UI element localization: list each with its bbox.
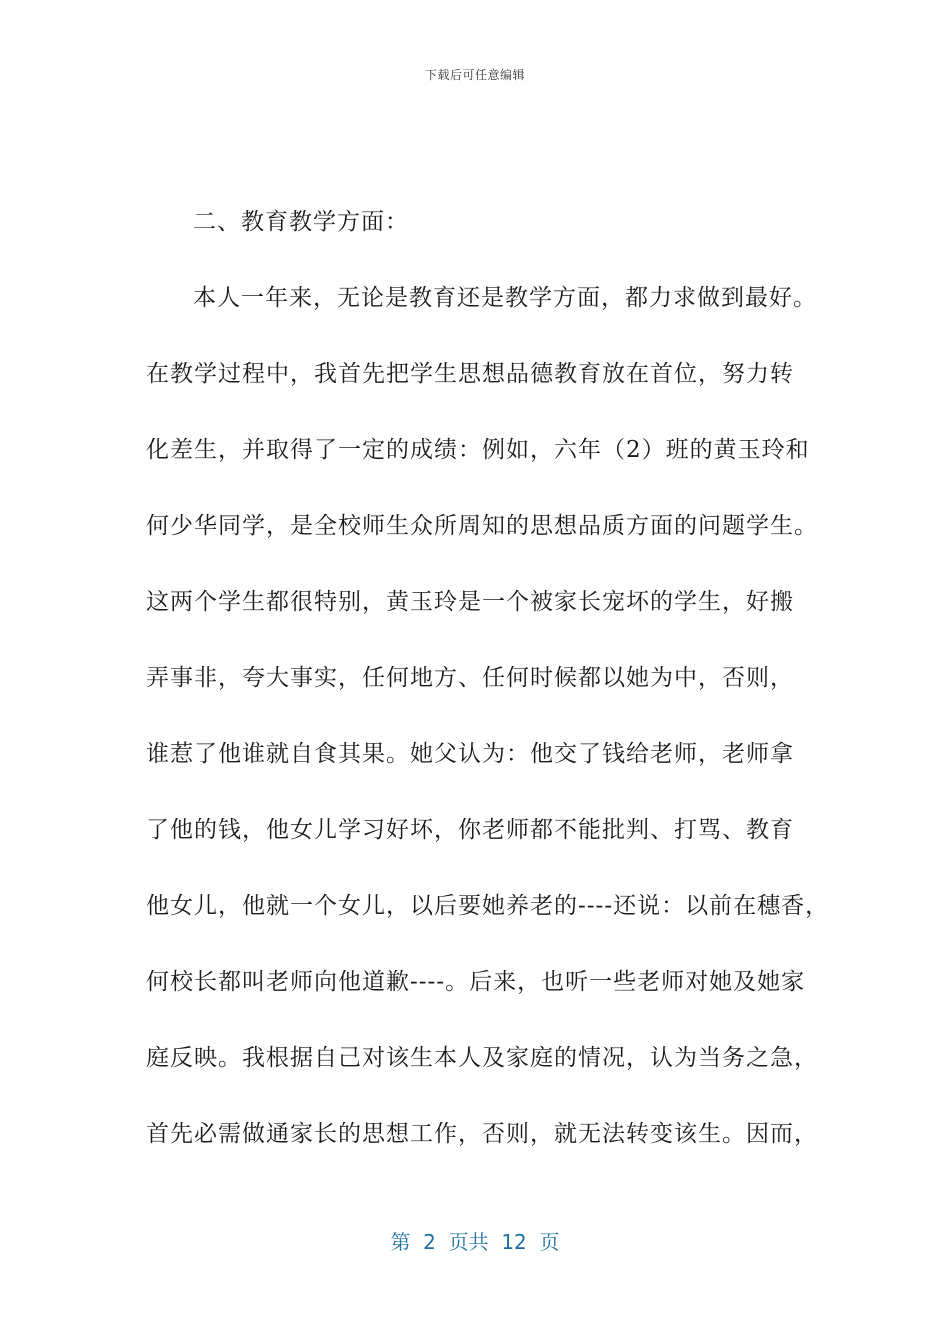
paragraph-line: 在教学过程中，我首先把学生思想品德教育放在首位，努力转 [146,361,794,387]
page-number-footer [0,1226,950,1255]
paragraph-line: 庭反映。我根据自己对该生本人及家庭的情况，认为当务之急， [146,1045,818,1071]
header-note: 下载后可任意编辑 [424,68,525,82]
document-body [146,200,830,1188]
paragraph-line: 首先必需做通家长的思想工作，否则，就无法转变该生。因而， [146,1121,818,1147]
paragraph-line: 何校长都叫老师向他道歉----。后来，也听一些老师对她及她家 [146,969,806,995]
paragraph-line: 何少华同学，是全校师生众所周知的思想品质方面的问题学生。 [146,513,818,539]
section-heading: 二、教育教学方面： [193,209,409,235]
page-number-label: 第 2 页共 12 页 [390,1230,560,1254]
paragraph-line: 这两个学生都很特别，黄玉玲是一个被家长宠坏的学生，好搬 [146,589,794,615]
paragraph-line: 了他的钱，他女儿学习好坏，你老师都不能批判、打骂、教育 [146,817,794,843]
paragraph-line: 谁惹了他谁就自食其果。她父认为：他交了钱给老师，老师拿 [146,741,794,767]
paragraph-line: 本人一年来，无论是教育还是教学方面，都力求做到最好。 [193,285,817,311]
paragraph-line: 化差生，并取得了一定的成绩：例如，六年（2）班的黄玉玲和 [146,437,810,463]
paragraph-line: 他女儿，他就一个女儿，以后要她养老的----还说：以前在穗香， [146,893,830,919]
paragraph-line: 弄事非，夸大事实，任何地方、任何时候都以她为中，否则， [146,665,794,691]
